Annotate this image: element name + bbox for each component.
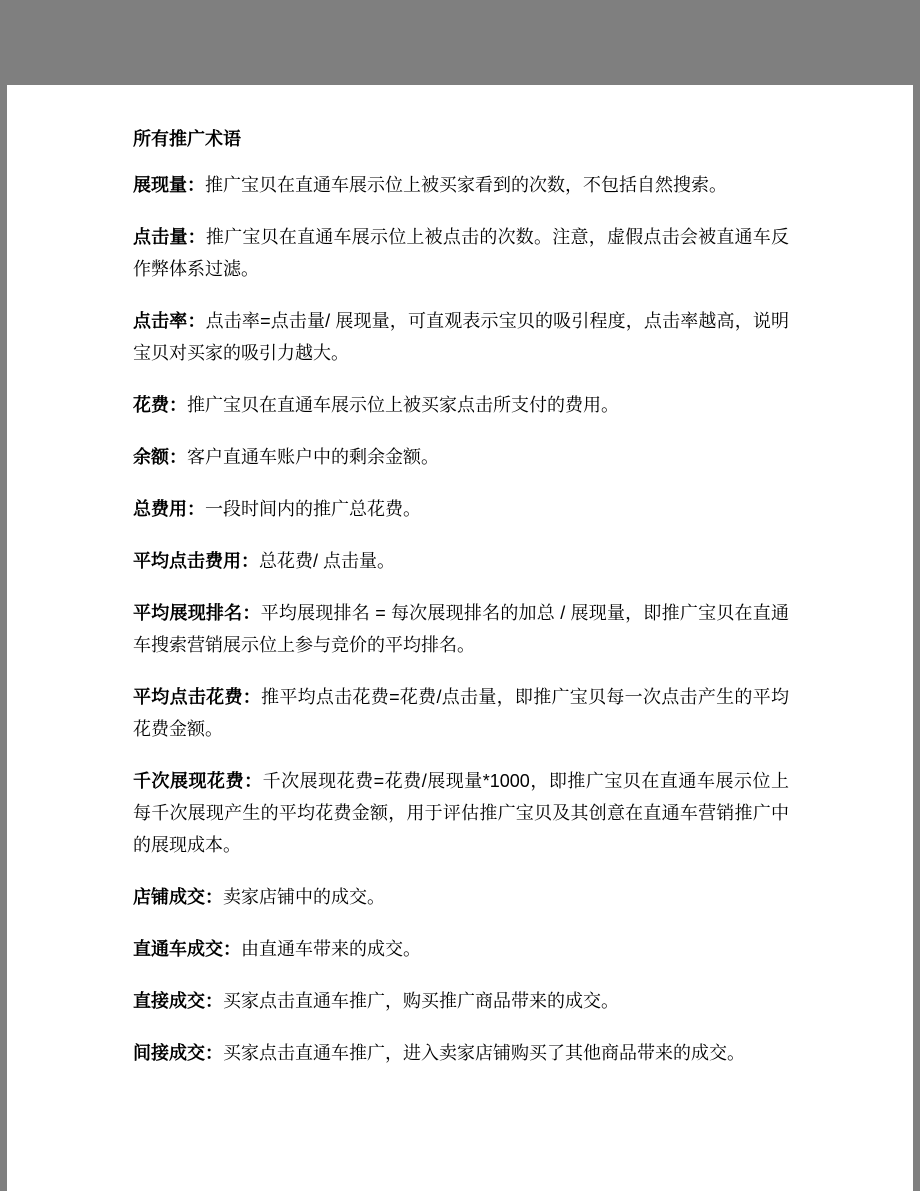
term-definition: 总花费/ 点击量。 — [259, 551, 396, 571]
term-definition: 千次展现花费=花费/展现量*1000，即推广宝贝在直通车展示位上每千次展现产生的平均花费金额，用于评估推广宝贝及其创意在直通车营销推广中的展现成本。 — [133, 771, 789, 855]
term-definition: 客户直通车账户中的剩余金额。 — [187, 447, 439, 467]
term-paragraph — [133, 545, 789, 577]
term-definition: 推平均点击花费=花费/点击量，即推广宝贝每一次点击产生的平均花费金额。 — [133, 687, 790, 739]
term-definition: 平均展现排名 = 每次展现排名的加总 / 展现量，即推广宝贝在直通车搜索营销展示位上参与竞价的平均排名。 — [133, 603, 790, 655]
term-paragraph — [133, 597, 789, 661]
term-definition: 买家点击直通车推广，进入卖家店铺购买了其他商品带来的成交。 — [223, 1043, 745, 1063]
term-paragraph — [133, 933, 789, 965]
term-definition: 推广宝贝在直通车展示位上被买家看到的次数，不包括自然搜索。 — [205, 175, 727, 195]
term-name: 展现量： — [133, 175, 205, 195]
term-definition: 一段时间内的推广总花费。 — [205, 499, 421, 519]
term-name: 平均展现排名： — [133, 603, 261, 623]
term-name: 平均点击费用： — [133, 551, 259, 571]
term-paragraph — [133, 221, 789, 285]
term-paragraph — [133, 389, 789, 421]
term-name: 千次展现花费： — [133, 771, 263, 791]
term-paragraph — [133, 493, 789, 525]
term-definition: 卖家店铺中的成交。 — [223, 887, 385, 907]
term-paragraph — [133, 881, 789, 913]
term-paragraph — [133, 985, 789, 1017]
term-paragraph — [133, 681, 789, 745]
term-name: 直接成交： — [133, 991, 223, 1011]
document-page — [7, 85, 913, 1191]
term-definition: 点击率=点击量/ 展现量，可直观表示宝贝的吸引程度，点击率越高，说明宝贝对买家的吸引力越大。 — [133, 311, 789, 363]
document-title: 所有推广术语 — [133, 129, 241, 149]
term-definition: 由直通车带来的成交。 — [241, 939, 421, 959]
term-paragraph — [133, 765, 789, 861]
term-paragraph — [133, 169, 789, 201]
term-name: 总费用： — [133, 499, 205, 519]
term-name: 店铺成交： — [133, 887, 223, 907]
term-name: 余额： — [133, 447, 187, 467]
term-definition: 推广宝贝在直通车展示位上被点击的次数。注意，虚假点击会被直通车反作弊体系过滤。 — [133, 227, 790, 279]
term-name: 平均点击花费： — [133, 687, 262, 707]
term-paragraph — [133, 1037, 789, 1069]
term-name: 间接成交： — [133, 1043, 223, 1063]
term-name: 直通车成交： — [133, 939, 241, 959]
term-name: 点击率： — [133, 311, 206, 331]
term-paragraph — [133, 305, 789, 369]
term-definition: 推广宝贝在直通车展示位上被买家点击所支付的费用。 — [187, 395, 619, 415]
term-name: 花费： — [133, 395, 187, 415]
term-paragraph — [133, 441, 789, 473]
term-definition: 买家点击直通车推广，购买推广商品带来的成交。 — [223, 991, 619, 1011]
term-name: 点击量： — [133, 227, 206, 247]
